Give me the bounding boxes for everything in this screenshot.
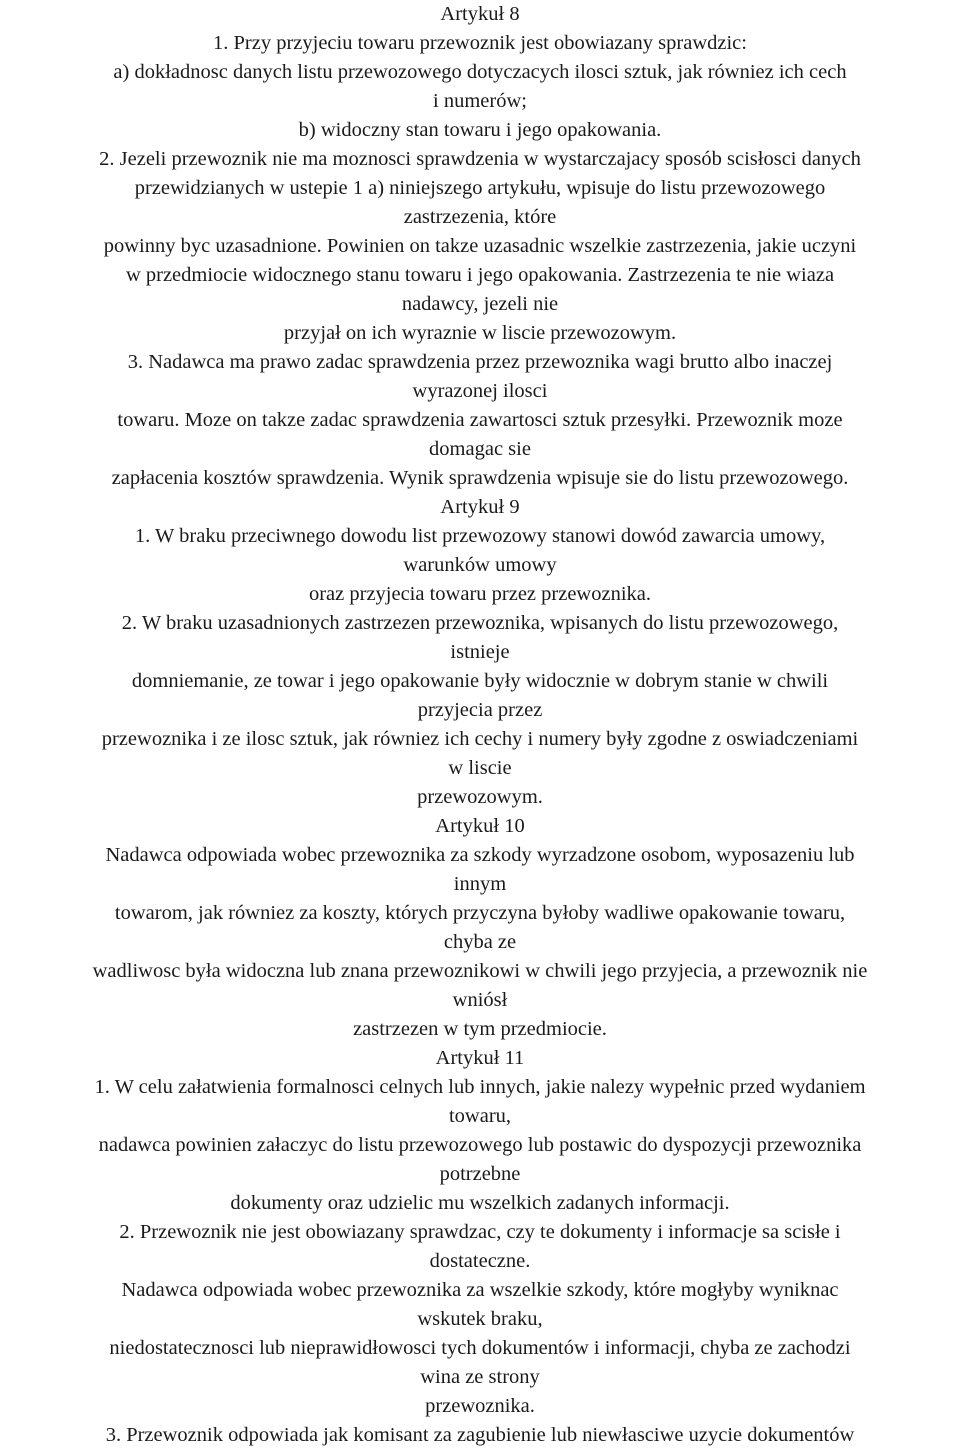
text-line: zapłacenia kosztów sprawdzenia. Wynik sprawdzenia wpisuje sie do listu przewozowego. bbox=[111, 467, 849, 489]
text-line: 1. W celu załatwienia formalnosci celnych lub innych, jakie nalezy wypełnic przed wydaniem bbox=[94, 1076, 866, 1098]
text-line: towaru. Moze on takze zadac sprawdzenia zawartosci sztuk przesyłki. Przewoznik moze bbox=[117, 409, 843, 431]
text-line: potrzebne bbox=[439, 1163, 521, 1185]
text-line: w przedmiocie widocznego stanu towaru i jego opakowania. Zastrzezenia te nie wiaza bbox=[125, 264, 835, 286]
article-9-heading: Artykuł 9 bbox=[440, 496, 520, 518]
text-line: 2. Jezeli przewoznik nie ma moznosci sprawdzenia w wystarczajacy sposób scisłosci danych bbox=[99, 148, 861, 170]
text-line: przewozowym. bbox=[417, 786, 543, 808]
text-line: dokumenty oraz udzielic mu wszelkich zadanych informacji. bbox=[230, 1192, 730, 1214]
text-line: wyrazonej ilosci bbox=[412, 380, 548, 402]
text-line: przewoznika i ze ilosc sztuk, jak równiez ich cechy i numery były zgodne z oswiadczeniami bbox=[101, 728, 859, 750]
article-11-heading: Artykuł 11 bbox=[435, 1047, 525, 1069]
text-line: przyjał on ich wyraznie w liscie przewozowym. bbox=[283, 322, 677, 344]
text-line: 2. Przewoznik nie jest obowiazany sprawdzac, czy te dokumenty i informacje sa scisłe i bbox=[119, 1221, 841, 1243]
text-line: a) dokładnosc danych listu przewozowego dotyczacych ilosci sztuk, jak równiez ich cech bbox=[113, 61, 847, 83]
article-10-heading: Artykuł 10 bbox=[435, 815, 525, 837]
text-line: warunków umowy bbox=[403, 554, 557, 576]
text-line: zastrzezenia, które bbox=[403, 206, 557, 228]
text-line: Nadawca odpowiada wobec przewoznika za szkody wyrzadzone osobom, wyposazeniu lub bbox=[105, 844, 855, 866]
text-line: zastrzezen w tym przedmiocie. bbox=[353, 1018, 607, 1040]
text-line: wina ze strony bbox=[420, 1366, 540, 1388]
text-line: towaru, bbox=[448, 1105, 512, 1127]
text-line: przewoznika. bbox=[425, 1395, 535, 1417]
text-line: b) widoczny stan towaru i jego opakowania. bbox=[298, 119, 662, 141]
text-line: nadawcy, jezeli nie bbox=[401, 293, 559, 315]
text-line: nadawca powinien załaczyc do listu przewozowego lub postawic do dyspozycji przewoznika bbox=[98, 1134, 862, 1156]
text-line: innym bbox=[453, 873, 507, 895]
text-line: w liscie bbox=[448, 757, 512, 779]
text-line: domagac sie bbox=[429, 438, 531, 460]
text-line: 1. W braku przeciwnego dowodu list przewozowy stanowi dowód zawarcia umowy, bbox=[134, 525, 826, 547]
text-line: domniemanie, ze towar i jego opakowanie były widocznie w dobrym stanie w chwili bbox=[131, 670, 829, 692]
text-line: dostateczne. bbox=[429, 1250, 531, 1272]
text-line: towarom, jak równiez za koszty, których przyczyna byłoby wadliwe opakowanie towaru, bbox=[114, 902, 846, 924]
text-line: przewidzianych w ustepie 1 a) niniejszego artykułu, wpisuje do listu przewozowego bbox=[134, 177, 826, 199]
text-line: 1. Przy przyjeciu towaru przewoznik jest obowiazany sprawdzic: bbox=[213, 32, 747, 54]
text-line: przyjecia przez bbox=[417, 699, 543, 721]
text-line: wadliwosc była widoczna lub znana przewoznikowi w chwili jego przyjecia, a przewoznik nie bbox=[92, 960, 868, 982]
text-line: chyba ze bbox=[443, 931, 517, 953]
text-line: oraz przyjecia towaru przez przewoznika. bbox=[308, 583, 652, 605]
text-line: niedostatecznosci lub nieprawidłowosci tych dokumentów i informacji, chyba ze zachodzi bbox=[109, 1337, 851, 1359]
text-line: 3. Nadawca ma prawo zadac sprawdzenia przez przewoznika wagi brutto albo inaczej bbox=[127, 351, 833, 373]
text-line: 2. W braku uzasadnionych zastrzezen przewoznika, wpisanych do listu przewozowego, bbox=[121, 612, 839, 634]
text-line: wniósł bbox=[452, 989, 508, 1011]
text-line: powinny byc uzasadnione. Powinien on takze uzasadnic wszelkie zastrzezenia, jakie uczyni bbox=[103, 235, 857, 257]
text-line: i numerów; bbox=[433, 90, 527, 112]
text-line: 3. Przewoznik odpowiada jak komisant za zagubienie lub niewłasciwe uzycie dokumentów bbox=[105, 1424, 855, 1446]
text-line: istnieje bbox=[450, 641, 510, 663]
text-line: Nadawca odpowiada wobec przewoznika za wszelkie szkody, które mogłyby wyniknac bbox=[121, 1279, 839, 1301]
article-8-heading: Artykuł 8 bbox=[440, 3, 520, 25]
text-line: wskutek braku, bbox=[417, 1308, 543, 1330]
